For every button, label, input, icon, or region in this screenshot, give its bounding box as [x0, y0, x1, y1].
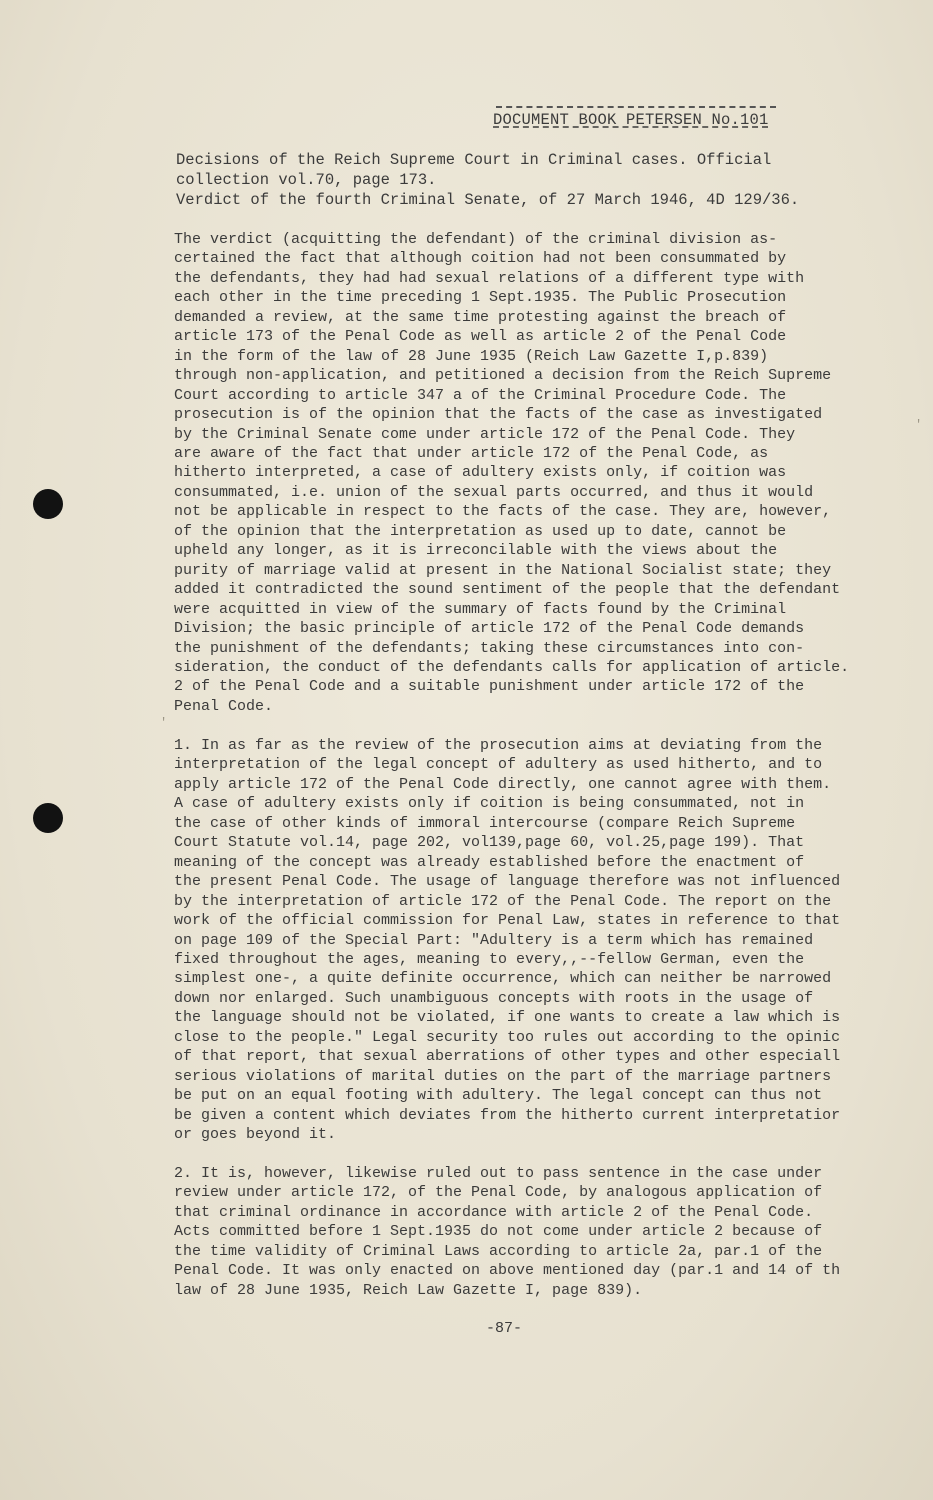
text-line: of that report, that sexual aberrations of other types and other especiall: [174, 1048, 841, 1066]
punch-hole-bottom: [33, 803, 63, 833]
paragraph-point-2: [174, 1164, 892, 1300]
text-line: were acquitted in view of the summary of facts found by the Criminal: [174, 600, 787, 618]
paragraph-point-1: [174, 736, 892, 1145]
text-line: Court Statute vol.14, page 202, vol139,page 60, vol.25,page 199). That: [174, 834, 805, 852]
document-header: DOCUMENT BOOK PETERSEN No.101: [493, 111, 769, 129]
text-line: simplest one-, a quite definite occurrence, which can neither be narrowed: [174, 970, 832, 988]
text-line: apply article 172 of the Penal Code directly, one cannot agree with them.: [174, 775, 832, 793]
text-line: be given a content which deviates from the hitherto current interpretatior: [174, 1106, 841, 1124]
text-line: the case of other kinds of immoral intercourse (compare Reich Supreme: [174, 814, 796, 832]
citation-block: [176, 150, 876, 210]
text-line: fixed throughout the ages, meaning to every,,--fellow German, even the: [174, 950, 805, 968]
text-line: 2. It is, however, likewise ruled out to pass sentence in the case under: [174, 1165, 823, 1182]
text-line: on page 109 of the Special Part: "Adultery is a term which has remained: [174, 931, 814, 949]
text-line: Penal Code. It was only enacted on above mentioned day (par.1 and 14 of th: [174, 1262, 841, 1280]
text-line: the time validity of Criminal Laws according to article 2a, par.1 of the: [174, 1242, 823, 1260]
page-number: -87-: [486, 1320, 523, 1337]
text-line: the defendants, they had had sexual relations of a different type with: [174, 269, 805, 287]
text-line: upheld any longer, as it is irreconcilable with the views about the: [174, 542, 778, 560]
text-line: prosecution is of the opinion that the facts of the case as investigated: [174, 406, 823, 424]
text-line: Acts committed before 1 Sept.1935 do not come under article 2 because of: [174, 1223, 823, 1241]
text-line: by the Criminal Senate come under article 172 of the Penal Code. They: [174, 425, 796, 443]
text-line: close to the people." Legal security too rules out according to the opinic: [174, 1028, 841, 1046]
text-line: interpretation of the legal concept of adultery as used hitherto, and to: [174, 756, 823, 774]
text-line: Penal Code.: [174, 697, 274, 715]
citation-line: collection vol.70, page 173.: [176, 171, 437, 189]
text-line: purity of marriage valid at present in the National Socialist state; they: [174, 561, 832, 579]
citation-line: Decisions of the Reich Supreme Court in Criminal cases. Official: [176, 151, 772, 169]
text-line: down nor enlarged. Such unambiguous concepts with roots in the usage of: [174, 989, 814, 1007]
text-line: be put on an equal footing with adultery. The legal concept can thus not: [174, 1087, 823, 1105]
text-line: through non-application, and petitioned a decision from the Reich Supreme: [174, 367, 832, 385]
text-line: the punishment of the defendants; taking these circumstances into con-: [174, 639, 805, 657]
text-line: the present Penal Code. The usage of language therefore was not influenced: [174, 873, 841, 891]
text-line: serious violations of marital duties on the part of the marriage partners: [174, 1067, 832, 1085]
text-line: Division; the basic principle of article 172 of the Penal Code demands: [174, 620, 805, 638]
text-line: law of 28 June 1935, Reich Law Gazette I, page 839).: [174, 1281, 643, 1299]
text-line: are aware of the fact that under article 172 of the Penal Code, as: [174, 444, 769, 462]
text-line: review under article 172, of the Penal Code, by analogous application of: [174, 1184, 823, 1202]
text-line: added it contradicted the sound sentiment of the people that the defendant: [174, 581, 841, 599]
text-line: not be applicable in respect to the facts of the case. They are, however,: [174, 503, 832, 521]
text-line: work of the official commission for Penal Law, states in reference to that: [174, 912, 841, 930]
margin-mark: ': [160, 716, 168, 730]
text-line: each other in the time preceding 1 Sept.1935. The Public Prosecution: [174, 289, 787, 307]
text-line: The verdict (acquitting the defendant) of the criminal division as-: [174, 231, 778, 248]
text-line: in the form of the law of 28 June 1935 (Reich Law Gazette I,p.839): [174, 347, 769, 365]
text-line: sideration, the conduct of the defendants calls for application of article.: [174, 658, 850, 676]
header-dashed-rule: [496, 106, 776, 108]
punch-hole-top: [33, 489, 63, 519]
text-line: that criminal ordinance in accordance with article 2 of the Penal Code.: [174, 1203, 814, 1221]
text-line: 2 of the Penal Code and a suitable punishment under article 172 of the: [174, 678, 805, 696]
text-line: the language should not be violated, if one wants to create a law which is: [174, 1009, 841, 1027]
text-line: demanded a review, at the same time protesting against the breach of: [174, 308, 787, 326]
paragraph-verdict-summary: [174, 230, 892, 716]
text-line: of the opinion that the interpretation as used up to date, cannot be: [174, 522, 787, 540]
text-line: certained the fact that although coition had not been consummated by: [174, 250, 787, 268]
text-line: hitherto interpreted, a case of adultery exists only, if coition was: [174, 464, 787, 482]
citation-line: Verdict of the fourth Criminal Senate, of 27 March 1946, 4D 129/36.: [176, 191, 800, 209]
text-line: article 173 of the Penal Code as well as article 2 of the Penal Code: [174, 328, 787, 346]
margin-mark: ': [915, 418, 923, 432]
text-line: 1. In as far as the review of the prosecution aims at deviating from the: [174, 737, 823, 754]
text-line: meaning of the concept was already established before the enactment of: [174, 853, 805, 871]
text-line: or goes beyond it.: [174, 1126, 337, 1144]
text-line: consummated, i.e. union of the sexual parts occurred, and thus it would: [174, 483, 814, 501]
text-line: Court according to article 347 a of the Criminal Procedure Code. The: [174, 386, 787, 404]
text-line: A case of adultery exists only if coition is being consummated, not in: [174, 795, 805, 813]
text-line: by the interpretation of article 172 of the Penal Code. The report on the: [174, 892, 832, 910]
